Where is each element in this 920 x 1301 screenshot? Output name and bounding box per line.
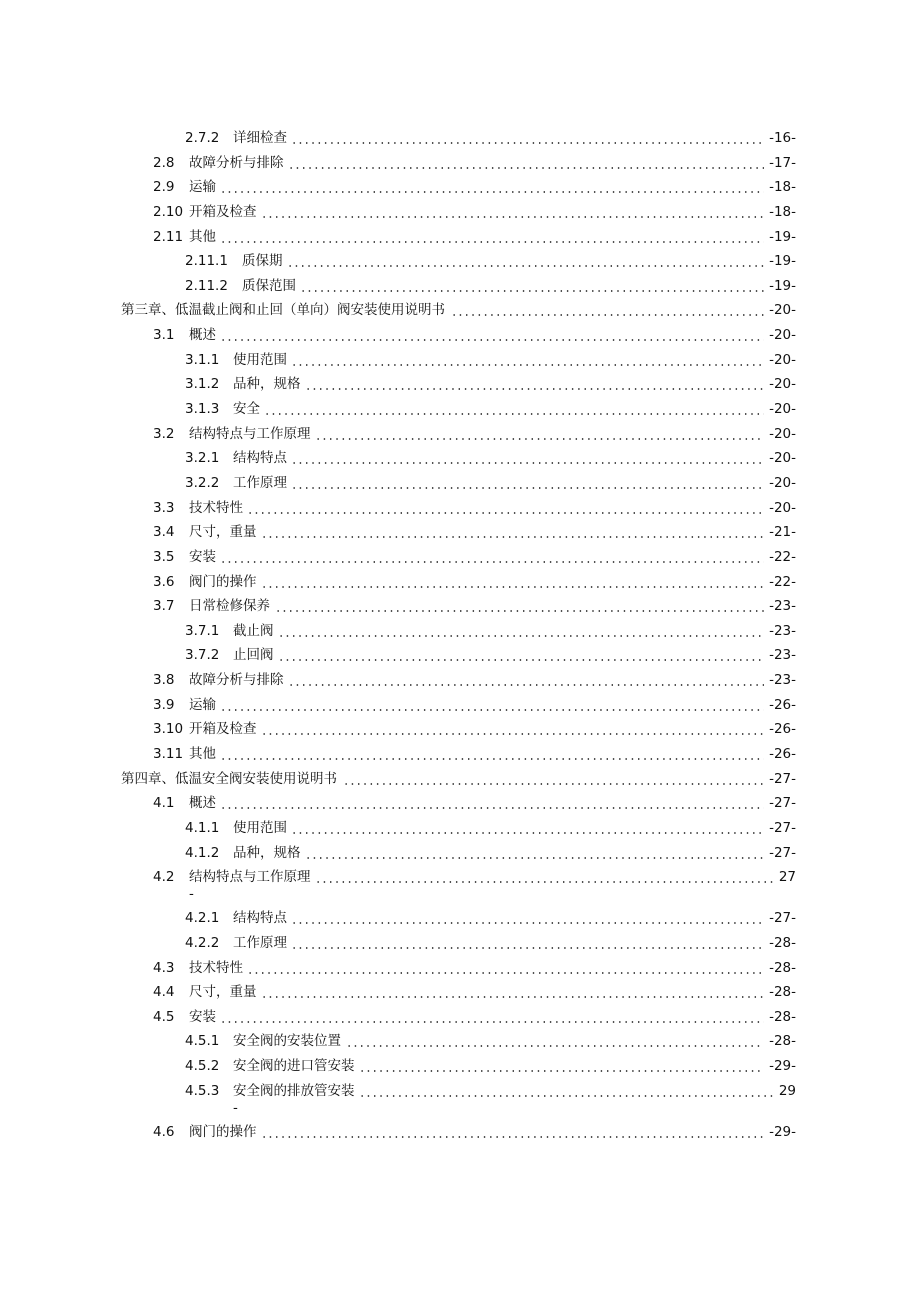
- toc-entry-title: 开箱及检查: [189, 203, 257, 220]
- dot-leader: [288, 668, 764, 693]
- dot-leader: [261, 570, 764, 595]
- toc-entry-number: 3.5: [153, 548, 175, 565]
- toc-entry[interactable]: [0, 1120, 920, 1145]
- dot-leader: [451, 298, 764, 323]
- dot-leader: [305, 841, 764, 866]
- toc-entry[interactable]: [0, 931, 920, 956]
- toc-entry-title: 其他: [189, 746, 216, 763]
- toc-entry-number: 3.2: [153, 425, 175, 442]
- dot-leader: [261, 1120, 764, 1145]
- toc-entry-title: 安全: [233, 401, 260, 418]
- toc-entry-number: 4.1.2: [185, 844, 220, 861]
- dot-leader: [278, 619, 764, 644]
- toc-entry-number: 2.8: [153, 154, 175, 171]
- toc-entry[interactable]: [0, 717, 920, 742]
- toc-page-number: -23-: [769, 647, 796, 664]
- toc-page-number: -18-: [769, 179, 796, 196]
- toc-entry[interactable]: [0, 668, 920, 693]
- dot-leader: [346, 1029, 764, 1054]
- toc-entry-number: 4.2: [153, 869, 175, 886]
- toc-page-number: -27-: [769, 910, 796, 927]
- toc-entry-number: 3.2.2: [185, 474, 220, 491]
- toc-entry[interactable]: [0, 693, 920, 718]
- toc-entry-title: 品种，规格: [233, 844, 301, 861]
- toc-entry[interactable]: [0, 816, 920, 841]
- dot-leader: [220, 791, 764, 816]
- dot-leader: [287, 249, 764, 274]
- toc-entry[interactable]: [0, 397, 920, 422]
- toc-entry[interactable]: [0, 791, 920, 816]
- toc-chapter-entry[interactable]: [0, 298, 920, 323]
- dot-leader: [343, 767, 764, 792]
- toc-entry-title: 尺寸，重量: [189, 984, 257, 1001]
- toc-page-number: -26-: [769, 696, 796, 713]
- toc-page-number: -26-: [769, 721, 796, 738]
- dot-leader: [315, 865, 774, 906]
- toc-page-number: -20-: [769, 450, 796, 467]
- dot-leader: [247, 496, 764, 521]
- toc-entry-title: 结构特点与工作原理: [189, 425, 311, 442]
- toc-entry-title: 截止阀: [233, 622, 274, 639]
- toc-entry-title: 工作原理: [233, 474, 287, 491]
- toc-entry[interactable]: [0, 446, 920, 471]
- toc-entry[interactable]: [0, 906, 920, 931]
- toc-page-number: -17-: [769, 154, 796, 171]
- toc-entry-number: 4.4: [153, 984, 175, 1001]
- toc-page-number: -23-: [769, 598, 796, 615]
- toc-entry-number: 3.8: [153, 672, 175, 689]
- dot-leader: [359, 1054, 764, 1079]
- toc-entry[interactable]: [0, 643, 920, 668]
- toc-entry[interactable]: [0, 980, 920, 1005]
- toc-entry-title: 安全阀的进口管安装: [233, 1058, 355, 1075]
- dot-leader: [220, 693, 764, 718]
- dot-leader: [220, 175, 764, 200]
- toc-page-number: -23-: [769, 622, 796, 639]
- toc-page-number: -21-: [769, 524, 796, 541]
- dot-leader: [261, 717, 764, 742]
- toc-entry-title: 质保期: [242, 253, 283, 270]
- toc-entry[interactable]: [0, 841, 920, 866]
- toc-page-number: -20-: [769, 351, 796, 368]
- dot-leader: [288, 151, 764, 176]
- toc-entry[interactable]: [0, 249, 920, 274]
- toc-entry[interactable]: [0, 865, 920, 906]
- toc-entry[interactable]: [0, 372, 920, 397]
- dot-leader: [220, 742, 764, 767]
- toc-entry-title: 阀门的操作: [189, 1123, 257, 1140]
- dot-leader: [291, 348, 764, 373]
- toc-entry-number: 4.2.1: [185, 910, 220, 927]
- toc-entry-title: 日常检修保养: [189, 598, 270, 615]
- toc-entry[interactable]: [0, 323, 920, 348]
- toc-entry-number: 4.2.2: [185, 934, 220, 951]
- toc-entry-number: 3.10: [153, 721, 184, 738]
- toc-page-number-wrap: -: [189, 886, 194, 903]
- toc-entry-number: 4.5.2: [185, 1058, 220, 1075]
- toc-entry-title: 结构特点: [233, 450, 287, 467]
- dot-leader: [247, 956, 764, 981]
- toc-entry-number: 4.1: [153, 795, 175, 812]
- toc-page-number: -29-: [769, 1058, 796, 1075]
- toc-page-number: -18-: [769, 203, 796, 220]
- toc-entry-title: 其他: [189, 228, 216, 245]
- toc-entry-number: 4.1.1: [185, 819, 220, 836]
- toc-entry-number: 3.3: [153, 499, 175, 516]
- toc-entry-number: 2.11: [153, 228, 184, 245]
- toc-entry-number: 3.9: [153, 696, 175, 713]
- toc-entry[interactable]: [0, 956, 920, 981]
- toc-entry[interactable]: [0, 520, 920, 545]
- toc-page-number: -28-: [769, 1008, 796, 1025]
- dot-leader: [261, 200, 764, 225]
- toc-page-number: -16-: [769, 130, 796, 146]
- toc-page-number: -19-: [769, 277, 796, 294]
- toc-page-number: -29-: [769, 1123, 796, 1140]
- toc-entry-title: 技术特性: [189, 959, 243, 976]
- toc-entry[interactable]: [0, 1054, 920, 1079]
- toc-entry-title: 概述: [189, 795, 216, 812]
- dot-leader: [291, 931, 764, 956]
- toc-entry-title: 使用范围: [233, 351, 287, 368]
- toc-page-number: -20-: [769, 401, 796, 418]
- toc-entry[interactable]: [0, 545, 920, 570]
- toc-entry-number: 4.5.1: [185, 1033, 220, 1050]
- toc-entry-title: 第三章、低温截止阀和止回（单向）阀安装使用说明书: [121, 302, 445, 319]
- toc-entry-number: 3.1.3: [185, 401, 220, 418]
- toc-entry-title: 运输: [189, 179, 216, 196]
- toc-page-number: -26-: [769, 746, 796, 763]
- toc-entry-title: 结构特点与工作原理: [189, 869, 311, 886]
- dot-leader: [220, 323, 764, 348]
- toc-entry-number: 3.7: [153, 598, 175, 615]
- toc-entry-number: 4.6: [153, 1123, 175, 1140]
- dot-leader: [315, 422, 764, 447]
- toc-page-number: -20-: [769, 376, 796, 393]
- dot-leader: [291, 126, 764, 151]
- toc-entry-number: 4.5: [153, 1008, 175, 1025]
- toc-entry-title: 概述: [189, 327, 216, 344]
- toc-entry[interactable]: [0, 619, 920, 644]
- toc-page-number: -19-: [769, 253, 796, 270]
- toc-page-number: -28-: [769, 934, 796, 951]
- toc-chapter-entry[interactable]: [0, 767, 920, 792]
- dot-leader: [291, 906, 764, 931]
- toc-page-number: -20-: [769, 499, 796, 516]
- toc-entry-title: 工作原理: [233, 934, 287, 951]
- toc-entry-number: 4.3: [153, 959, 175, 976]
- dot-leader: [291, 816, 764, 841]
- dot-leader: [300, 274, 764, 299]
- dot-leader: [305, 372, 764, 397]
- toc-entry-title: 止回阀: [233, 647, 274, 664]
- toc-entry[interactable]: [0, 1029, 920, 1054]
- toc-page-number: -27-: [769, 819, 796, 836]
- toc-page-number: -22-: [769, 573, 796, 590]
- dot-leader: [278, 643, 764, 668]
- toc-entry-title: 尺寸，重量: [189, 524, 257, 541]
- toc-page-number: -28-: [769, 959, 796, 976]
- toc-entry[interactable]: [0, 175, 920, 200]
- toc-entry-number: 3.1.2: [185, 376, 220, 393]
- toc-entry-number: 3.11: [153, 746, 184, 763]
- toc-entry-number: 2.9: [153, 179, 175, 196]
- toc-entry-number: 3.2.1: [185, 450, 220, 467]
- toc-entry[interactable]: [0, 422, 920, 447]
- dot-leader: [220, 225, 764, 250]
- toc-entry-number: 2.11.2: [185, 277, 228, 294]
- toc-entry[interactable]: [0, 126, 920, 151]
- toc-entry-number: 4.5.3: [185, 1082, 220, 1099]
- toc-entry-title: 使用范围: [233, 819, 287, 836]
- toc-entry-number: 3.4: [153, 524, 175, 541]
- toc-page-number: -20-: [769, 302, 796, 319]
- toc-entry[interactable]: [0, 151, 920, 176]
- toc-entry-title: 第四章、低温安全阀安装使用说明书: [121, 770, 337, 787]
- toc-page-number: -20-: [769, 327, 796, 344]
- dot-leader: [261, 980, 764, 1005]
- toc-entry-title: 故障分析与排除: [189, 672, 284, 689]
- dot-leader: [220, 1005, 764, 1030]
- toc-entry-number: 3.7.2: [185, 647, 220, 664]
- toc-entry[interactable]: [0, 200, 920, 225]
- toc-entry[interactable]: [0, 471, 920, 496]
- dot-leader: [261, 520, 764, 545]
- toc-entry-title: 详细检查: [233, 130, 287, 146]
- toc-entry-title: 安装: [189, 1008, 216, 1025]
- dot-leader: [291, 446, 764, 471]
- toc-page-number: -19-: [769, 228, 796, 245]
- toc-page-number: -28-: [769, 1033, 796, 1050]
- toc-page-number: -22-: [769, 548, 796, 565]
- toc-entry[interactable]: [0, 496, 920, 521]
- dot-leader: [264, 397, 764, 422]
- toc-page-number-wrap: -: [233, 1099, 238, 1116]
- dot-leader: [359, 1079, 774, 1120]
- toc-entry-title: 开箱及检查: [189, 721, 257, 738]
- toc-page-number: -23-: [769, 672, 796, 689]
- table-of-contents: [0, 126, 920, 1144]
- toc-page-number: 27: [778, 869, 796, 886]
- toc-entry-number: 3.1.1: [185, 351, 220, 368]
- toc-entry-title: 质保范围: [242, 277, 296, 294]
- toc-entry[interactable]: [0, 274, 920, 299]
- toc-entry-title: 运输: [189, 696, 216, 713]
- toc-entry-title: 故障分析与排除: [189, 154, 284, 171]
- toc-entry-number: 2.7.2: [185, 130, 220, 146]
- toc-page-number: -27-: [769, 844, 796, 861]
- toc-entry-title: 阀门的操作: [189, 573, 257, 590]
- toc-entry[interactable]: [0, 742, 920, 767]
- toc-entry-title: 安全阀的安装位置: [233, 1033, 341, 1050]
- dot-leader: [275, 594, 764, 619]
- toc-entry-number: 2.11.1: [185, 253, 228, 270]
- toc-entry-title: 品种，规格: [233, 376, 301, 393]
- toc-entry[interactable]: [0, 570, 920, 595]
- toc-entry[interactable]: [0, 1079, 920, 1120]
- toc-entry-title: 安全阀的排放管安装: [233, 1082, 355, 1099]
- toc-page-number: -27-: [769, 770, 796, 787]
- toc-entry[interactable]: [0, 225, 920, 250]
- toc-entry-number: 3.6: [153, 573, 175, 590]
- toc-page-number: -28-: [769, 984, 796, 1001]
- toc-entry-number: 3.1: [153, 327, 175, 344]
- toc-page-number: 29: [778, 1082, 796, 1099]
- toc-entry-number: 3.7.1: [185, 622, 220, 639]
- dot-leader: [220, 545, 764, 570]
- toc-entry-title: 结构特点: [233, 910, 287, 927]
- toc-entry-title: 安装: [189, 548, 216, 565]
- toc-page-number: -20-: [769, 425, 796, 442]
- toc-entry[interactable]: [0, 594, 920, 619]
- toc-entry-number: 2.10: [153, 203, 184, 220]
- toc-entry[interactable]: [0, 1005, 920, 1030]
- toc-page-number: -27-: [769, 795, 796, 812]
- toc-entry-title: 技术特性: [189, 499, 243, 516]
- toc-page-number: -20-: [769, 474, 796, 491]
- dot-leader: [291, 471, 764, 496]
- toc-entry[interactable]: [0, 348, 920, 373]
